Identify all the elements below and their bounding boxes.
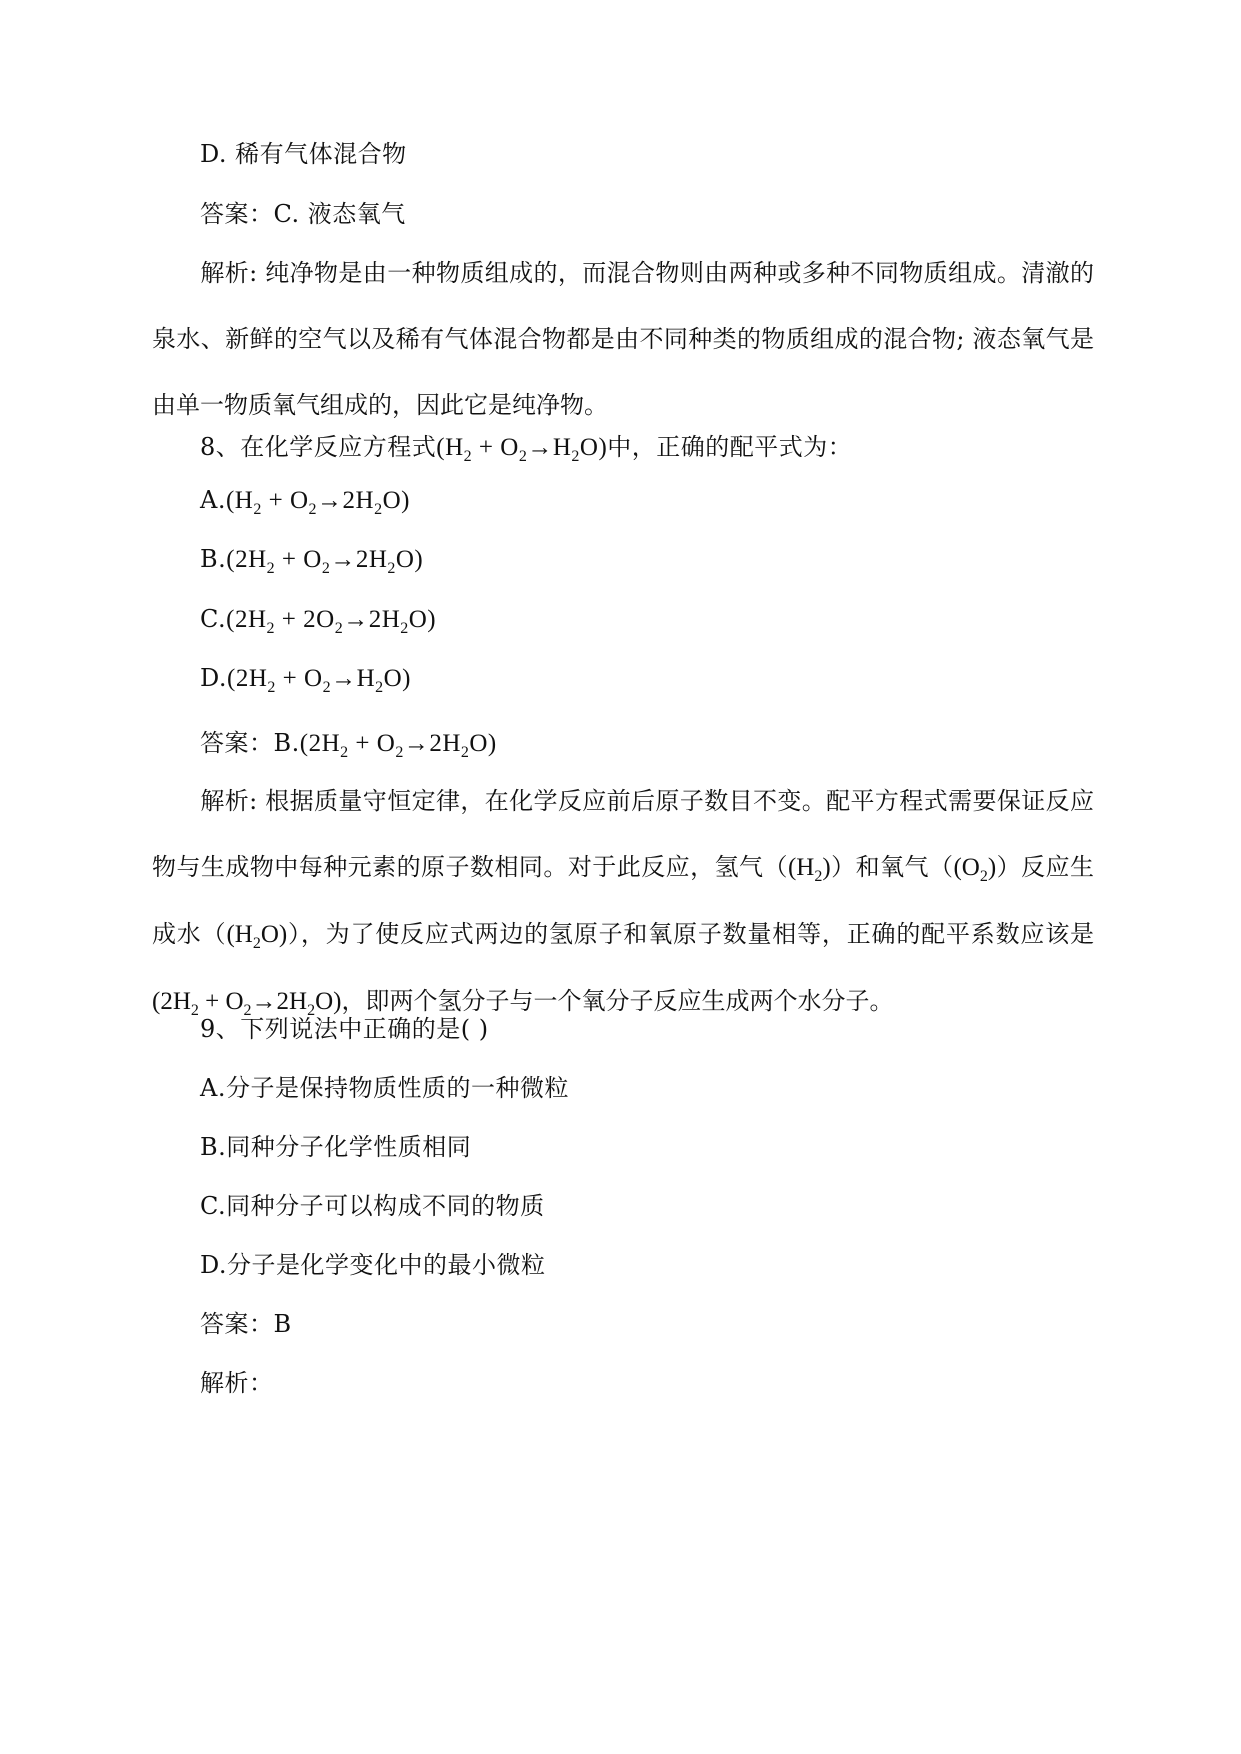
q8-stem: 8、在化学反应方程式$(H_2 + O_2\to H_2O)$中，正确的配平式为： [200,433,853,465]
q7-option-d: D. 稀有气体混合物 [200,140,407,168]
q9-option-a: A.分子是保持物质性质的一种微粒 [200,1074,569,1102]
q8-option-b: $B.(2H_2 + O_2\to 2H_2O)$ [200,545,424,577]
q8-stem-equation: $(H_2 + O_2\to H_2O)$ [436,434,608,465]
q8-analysis: 解析: 根据质量守恒定律，在化学反应前后原子数目不变。配平方程式需要保证反应物与生成物中每种元素的原子数相同。对于此反应，氢气$((H_2))$和氧气$((O_2))$反应生成水$((H_2O))$，为了使反应式两边的氢原子和氧原子数量相等，正确的配平系数应该是$(2H_2 + O_2\to 2H_2O)$，即两个氢分子与一个氧分子反应生成两个水分子。 [152,787,1095,1019]
q8-answer: 答案：$B.(2H_2 + O_2\to 2H_2O)$ [200,729,497,761]
q8-option-c: $C.(2H_2 + 2O_2\to 2H_2O)$ [200,605,437,637]
q9-option-b: B.同种分子化学性质相同 [200,1133,472,1161]
q9-analysis: 解析： [200,1369,274,1397]
q9-answer: 答案：B [200,1310,292,1338]
q9-option-c: C.同种分子可以构成不同的物质 [200,1192,545,1220]
q8-option-d: $D.(2H_2 + O_2\to H_2O)$ [200,664,412,696]
q9-option-d: D.分子是化学变化中的最小微粒 [200,1251,546,1279]
q9-stem: 9、下列说法中正确的是( ) [200,1015,489,1043]
q8-option-a: $A.(H_2 + O_2\to 2H_2O)$ [200,486,410,518]
q7-answer: 答案：C. 液态氧气 [200,200,406,228]
q7-analysis: 解析: 纯净物是由一种物质组成的，而混合物则由两种或多种不同物质组成。清澈的泉水、新鲜的空气以及稀有气体混合物都是由不同种类的物质组成的混合物; 液态氧气是由单一物质氧气组成的，因此它是纯净物。 [152,259,1094,419]
